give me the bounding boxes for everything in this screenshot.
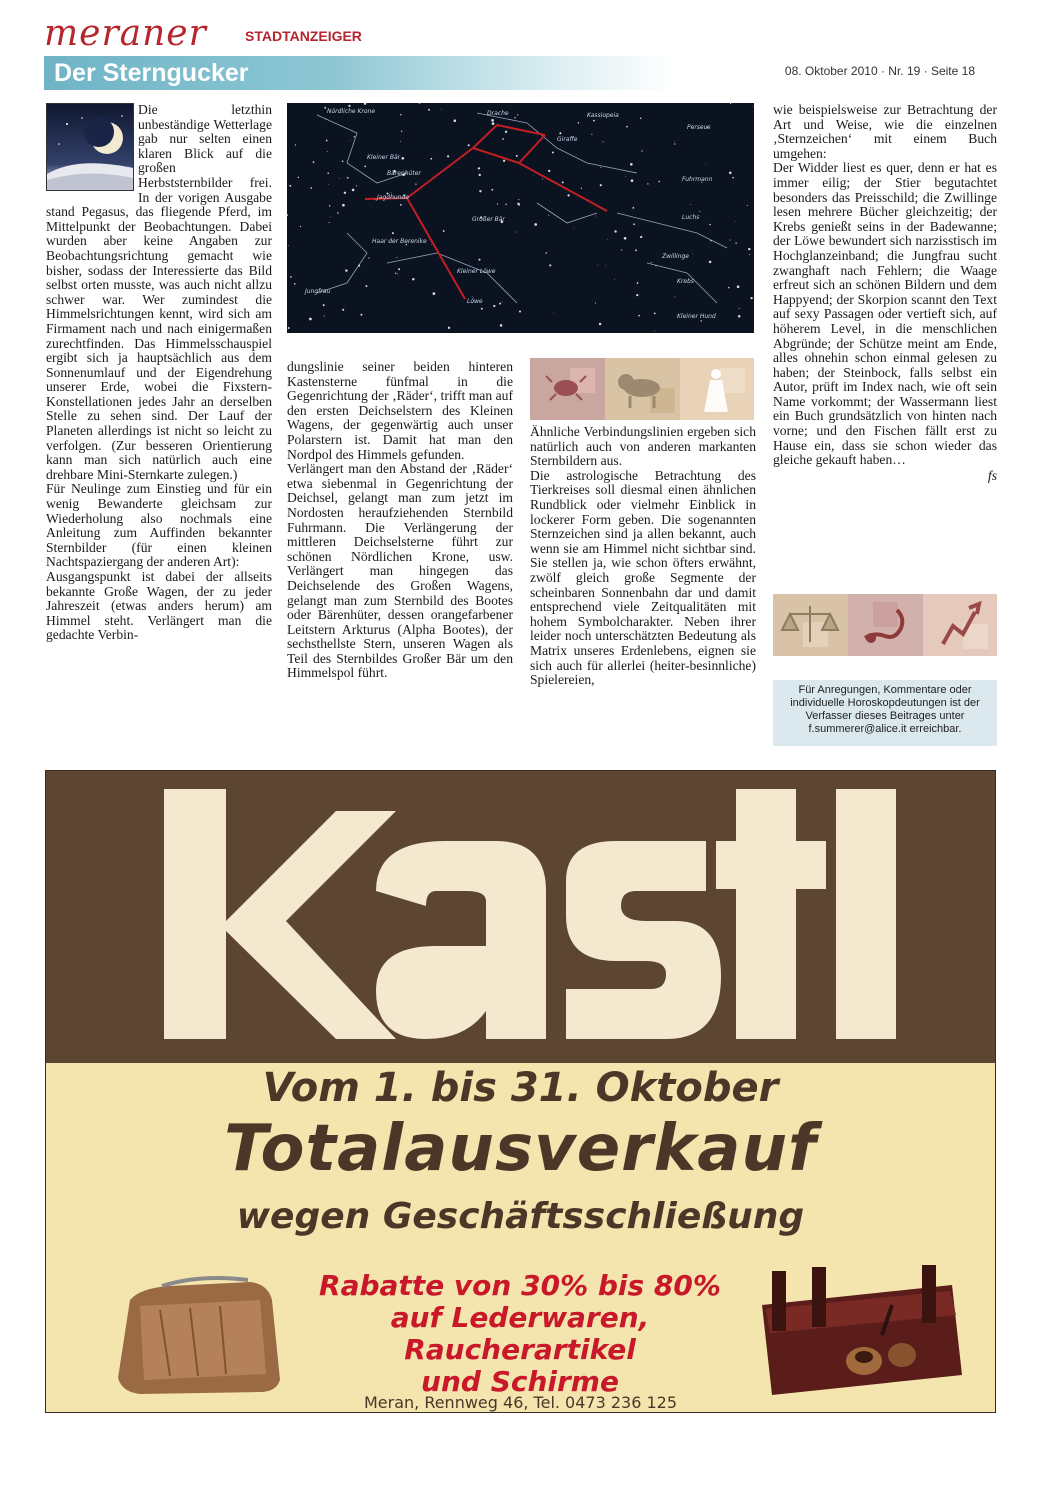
- paragraph: Für Neulinge zum Einstieg und für ein wenig Bewanderte gleichsam zur Wiederholung also nochmals eine Anleitung zum Auffinden bekannter Sternbilder (für einen kleinen Nachtspaziergang der anderen Art):: [46, 481, 272, 570]
- contact-note: Für Anregungen, Kommentare oder individuelle Horoskopdeutungen ist der Verfasser dieses Beitrages unter f.summerer@alice.it erreichbar.: [773, 680, 997, 746]
- star-dot: [329, 222, 330, 223]
- constellation-label: Kleiner Hund: [677, 313, 716, 320]
- star-dot: [295, 144, 296, 145]
- star-dot: [400, 141, 401, 142]
- star-dot: [516, 155, 518, 157]
- star-dot: [472, 296, 473, 297]
- star-dot: [514, 117, 515, 118]
- article-column-4: [773, 103, 997, 483]
- ad-logo-panel: [46, 771, 995, 1063]
- ad-discount: [290, 1270, 750, 1398]
- star-dot: [545, 252, 546, 253]
- star-dot: [348, 105, 350, 107]
- star-dot: [737, 285, 740, 288]
- zodiac-strip-crab-lion-virgin: [530, 358, 754, 420]
- star-dot: [578, 122, 579, 123]
- star-dot: [290, 276, 292, 278]
- constellation-label: Jungfrau: [305, 288, 331, 295]
- star-dot: [614, 230, 616, 232]
- star-dot: [401, 130, 402, 131]
- star-dot: [574, 227, 575, 228]
- article-column-1: [46, 103, 272, 643]
- constellation-label: Luchs: [682, 214, 700, 221]
- ad-date: Vom 1. bis 31. Oktober: [262, 1065, 779, 1111]
- ad-reason: wegen Geschäftsschließung: [236, 1196, 805, 1237]
- star-dot: [500, 324, 503, 327]
- star-dot: [581, 188, 582, 189]
- star-dot: [313, 161, 315, 163]
- star-dot: [603, 141, 604, 142]
- star-dot: [599, 323, 602, 326]
- constellation-label: Drache: [487, 110, 509, 117]
- star-dot: [607, 239, 608, 240]
- ad-discount-line: und Schirme: [421, 1365, 619, 1398]
- star-dot: [354, 136, 355, 137]
- star-dot: [289, 185, 291, 187]
- star-dot: [553, 313, 554, 314]
- star-dot: [505, 131, 507, 133]
- constellation-label: Kleiner Löwe: [457, 268, 496, 275]
- star-dot: [310, 187, 312, 189]
- star-dot: [492, 122, 495, 125]
- star-dot: [398, 268, 400, 270]
- star-dot: [342, 160, 344, 162]
- star-dot: [329, 205, 330, 206]
- star-dot: [614, 279, 615, 280]
- star-dot: [621, 249, 622, 250]
- star-dot: [518, 204, 520, 206]
- star-dot: [637, 282, 639, 284]
- star-dot: [433, 292, 436, 295]
- star-dot: [337, 212, 339, 214]
- star-dot: [700, 320, 701, 321]
- star-dot: [351, 141, 352, 142]
- star-dot: [365, 285, 367, 287]
- star-dot: [638, 315, 640, 317]
- star-dot: [478, 167, 480, 169]
- star-dot: [552, 152, 554, 154]
- star-dot: [327, 172, 329, 174]
- ad-discount-line: Rabatte von 30% bis 80%: [319, 1269, 721, 1302]
- star-dot: [323, 304, 325, 306]
- star-dot: [499, 303, 501, 305]
- star-dot: [747, 205, 748, 206]
- constellation-label: Nördliche Krone: [327, 108, 376, 115]
- star-dot: [732, 177, 734, 179]
- star-dot: [699, 211, 700, 212]
- constellation-label: Krebs: [677, 278, 695, 285]
- star-dot: [630, 163, 633, 166]
- constellation-label: Bärenhüter: [387, 170, 421, 177]
- star-dot: [401, 157, 404, 160]
- star-dot: [729, 172, 732, 175]
- article-column-3: [530, 425, 756, 688]
- star-dot: [674, 143, 675, 144]
- star-dot: [352, 189, 355, 192]
- star-dot: [345, 269, 347, 271]
- star-dot: [605, 265, 606, 266]
- star-dot: [647, 183, 648, 184]
- star-dot: [356, 185, 357, 186]
- star-dot: [651, 262, 652, 263]
- constellation-label: Perseus: [687, 124, 711, 131]
- star-dot: [454, 119, 457, 122]
- star-dot: [636, 294, 638, 296]
- star-dot: [517, 114, 518, 115]
- star-dot: [640, 118, 641, 119]
- star-dot: [344, 192, 346, 194]
- star-map-image: [287, 103, 754, 333]
- star-dot: [324, 107, 326, 109]
- author-signature: fs: [987, 467, 997, 483]
- paragraph: wie beispielsweise zur Betrachtung der Art und Weise, wie die einzelnen ‚Sternzeichen‘ mit einem Buch umgehen:: [773, 102, 997, 161]
- masthead-subtitle: STADTANZEIGER: [245, 28, 362, 44]
- star-dot: [640, 236, 642, 238]
- star-dot: [419, 103, 421, 104]
- star-dot: [505, 204, 506, 205]
- constellation-label: Großer Bär: [472, 216, 505, 223]
- star-dot: [753, 106, 754, 107]
- star-dot: [447, 155, 449, 157]
- paragraph: dungslinie seiner beiden hinteren Kastensterne fünfmal in die Gegenrichtung der ‚Räder‘, trifft man auf den ersten Deichselstern des Kleinen Wagens, der gegenwärtig auch unser Polarstern ist. Damit hat man den Nordpol des Himmels gefunden.: [287, 359, 513, 462]
- wallet-image: [100, 1270, 285, 1398]
- star-dot: [635, 249, 637, 251]
- star-dot: [624, 237, 627, 240]
- star-dot: [430, 158, 432, 160]
- star-dot: [339, 178, 340, 179]
- star-dot: [631, 179, 634, 182]
- star-dot: [633, 223, 635, 225]
- star-dot: [748, 248, 750, 250]
- constellation-label: Haar der Berenike: [372, 238, 427, 245]
- paragraph: Der Widder liest es quer, denn er hat es immer eilig; der Stier begutachtet besonders das Preisschild; die Zwillinge lesen mehrere Bücher gleichzeitig; der Krebs genießt seins in der Badewanne; der Löwe bewundert sich narzisstisch im Hochglanzeinband; die Jungfrau sucht zwanghaft nach Fehlern; die Waage erfreut sich an schönen Bildern und dem Happyend; der Skorpion scannt den Text auf sexy Passagen oder vertieft sich, auf höherem Level, in die menschlichen Abgründe; der Schütze meint am Ende, alles ohnehin schon einmal gelesen zu haben; der Steinbock, falls selbst ein Autor, prüft im Index nach, wie oft sein Name vorkommt; der Wassermann liest ein Buch grundsätzlich von hinten nach vorne; und den Fischen fällt erst zu Hause ein, dass sie schon wieder das gleiche gekauft haben…: [773, 160, 997, 468]
- constellation-label: Giraffe: [557, 136, 578, 143]
- paragraph: Verlängert man den Abstand der ‚Räder‘ etwa siebenmal in Gegenrichtung der Deichsel, gelangt man zum jetzt im Nordosten heraufziehenden Sternbild Fuhrmann. Die Verlängerung der mittleren Deichselsterne führt zur schönen Nördlichen Krone, usw. Verlängert man hingegen das Deichselende des Großen Wagens, gelangt man zum Sternbild des Bootes oder Bärenhüter, dessen orangefarbener Leitstern Arkturus (Alpha Bootes), der sechsthellste Stern, unseren Wagen als Teil des Sternbildes Großer Bär um den Himmelspol führt.: [287, 461, 513, 681]
- star-dot: [692, 253, 693, 254]
- star-dot: [396, 257, 397, 258]
- star-dot: [739, 308, 740, 309]
- constellation-label: Zwillinge: [662, 253, 689, 260]
- star-dot: [518, 199, 519, 200]
- star-dot: [658, 181, 659, 182]
- star-dot: [675, 296, 676, 297]
- star-dot: [397, 273, 398, 274]
- star-dot: [342, 204, 345, 207]
- constellation-label: Kassiopeia: [587, 112, 619, 119]
- star-dot: [441, 109, 442, 110]
- star-dot: [632, 207, 634, 209]
- star-dot: [448, 327, 450, 329]
- star-dot: [364, 103, 366, 105]
- ad-address: Meran, Rennweg 46, Tel. 0473 236 125: [363, 1393, 678, 1412]
- star-dot: [400, 204, 402, 206]
- issue-info: 08. Oktober 2010 · Nr. 19 · Seite 18: [784, 64, 975, 78]
- star-dot: [288, 245, 289, 246]
- star-dot: [600, 167, 601, 168]
- star-dot: [368, 257, 369, 258]
- star-dot: [491, 189, 493, 191]
- star-dot: [595, 216, 596, 217]
- constellation-label: Jagdhunde: [377, 194, 409, 201]
- star-dot: [443, 230, 445, 232]
- star-dot: [598, 265, 599, 266]
- star-dot: [328, 184, 329, 185]
- star-dot: [347, 177, 349, 179]
- star-dot: [750, 297, 752, 299]
- section-title: Der Sterngucker: [54, 59, 249, 87]
- star-dot: [675, 141, 676, 142]
- star-dot: [690, 204, 691, 205]
- star-dot: [519, 310, 521, 312]
- kastl-logo: [46, 771, 995, 1063]
- constellation-label: Fuhrmann: [682, 176, 713, 183]
- masthead-brand: meraner: [44, 13, 207, 54]
- star-dot: [324, 315, 325, 316]
- star-dot: [533, 175, 534, 176]
- star-dot: [559, 132, 561, 134]
- star-dot: [749, 254, 750, 255]
- star-dot: [491, 119, 494, 122]
- star-dot: [309, 318, 312, 321]
- star-dot: [392, 232, 394, 234]
- star-dot: [534, 223, 537, 226]
- star-dot: [412, 278, 414, 280]
- star-dot: [567, 194, 569, 196]
- star-dot: [654, 331, 655, 332]
- constellation-label: Kleiner Bär: [367, 154, 401, 161]
- star-dot: [478, 259, 480, 261]
- star-dot: [300, 226, 301, 227]
- star-dot: [497, 203, 498, 204]
- star-dot: [294, 283, 296, 285]
- star-dot: [542, 179, 543, 180]
- star-dot: [481, 308, 483, 310]
- star-dot: [593, 120, 595, 122]
- star-dot: [738, 315, 741, 318]
- star-dot: [360, 314, 362, 316]
- paragraph: Die astrologische Betrachtung des Tierkreises soll diesmal einen ähnlichen Rundblick oder vielmehr Einblick in lockerer Form geben. Die sogenannten Sternzeichen sind ja allen bekannt, auch wenn sie am Himmel nicht sichtbar sind. Sie stellen ja, wie schon öfters erwähnt, zwölf gleich große Segmente der scheinbaren Sonnenbahn dar und damit entsprechend viele Zeitqualitäten mit hohem Symbolcharakter. Neben ihrer leider noch unterschätzten Bedeutung als Matrix unseres Erdenlebens, eignen sie sich auch für allerlei (heiter-besinnliche) Spielereien,: [530, 467, 756, 688]
- star-dot: [503, 160, 505, 162]
- star-dot: [730, 240, 731, 241]
- article-column-2: [287, 360, 513, 681]
- star-dot: [548, 170, 550, 172]
- star-dot: [591, 134, 592, 135]
- paragraph: Ähnliche Verbindungslinien ergeben sich natürlich auch von anderen markanten Sternbildern aus.: [530, 424, 756, 469]
- star-dot: [709, 224, 711, 226]
- star-dot: [468, 144, 470, 146]
- star-dot: [400, 114, 401, 115]
- ad-discount-line: auf Lederwaren,: [390, 1301, 650, 1334]
- star-dot: [595, 302, 596, 303]
- pipe-rack-image: [752, 1265, 967, 1400]
- star-dot: [330, 216, 331, 217]
- star-dot: [728, 287, 730, 289]
- star-dot: [502, 138, 504, 140]
- star-dot: [735, 221, 736, 222]
- star-dot: [364, 166, 366, 168]
- star-dot: [625, 176, 626, 177]
- star-dot: [493, 305, 495, 307]
- star-dot: [600, 184, 602, 186]
- star-dot: [288, 327, 290, 329]
- star-dot: [562, 181, 564, 183]
- ad-headline: Totalausverkauf: [224, 1112, 817, 1186]
- constellation-label: Löwe: [467, 298, 483, 305]
- star-dot: [735, 242, 736, 243]
- star-dot: [428, 109, 430, 111]
- star-dot: [327, 151, 328, 152]
- star-dot: [626, 126, 628, 128]
- star-dot: [479, 190, 481, 192]
- ad-discount-line: Raucherartikel: [404, 1333, 636, 1366]
- star-dot: [502, 302, 503, 303]
- star-dot: [326, 140, 328, 142]
- paragraph: Ausgangspunkt ist dabei der allseits bekannte Große Wagen, der zu jeder Jahreszeit (etwas anders herum) am Himmel steht. Verlängert man die gedachte Verbin-: [46, 569, 272, 643]
- star-dot: [415, 183, 416, 184]
- star-dot: [395, 273, 396, 274]
- star-dot: [549, 264, 551, 266]
- star-dot: [497, 123, 498, 124]
- star-map-graphic: [287, 103, 754, 333]
- star-dot: [516, 232, 517, 233]
- star-dot: [342, 309, 344, 311]
- star-dot: [298, 177, 299, 178]
- paragraph: Die letzthin unbeständige Wetterlage gab nur selten einen klaren Blick auf die großen Herbststernbilder frei. In der vorigen Ausgabe stand Pegasus, das fliegende Pferd, im Mittelpunkt der Beobachtungen. Dabei wurden aber keine Angaben zur Beobachtungsrichtung gemacht wie bisher, sodass der Interessierte das Bild selbst orten musste, was auch nicht allzu schwer war. Wer zumindest die Himmelsrichtungen kennt, wird sich am Firmament nach und nach einigermaßen zurechtfinden. Das Himmelsschauspiel ergibt sich ja hauptsächlich aus dem Sonnenumlauf und der Eigendrehung unserer Erde, wobei die Fixstern-Konstellationen jedes Jahr an derselben Stelle zu sehen sind. Der Lauf der Planeten allerdings ist nicht so leicht zu verfolgen. (Zur besseren Orientierung kann man sich natürlich auch eine drehbare Mini-Sternkarte zulegen.): [46, 102, 272, 482]
- star-dot: [730, 103, 731, 104]
- star-dot: [391, 192, 392, 193]
- star-dot: [705, 163, 706, 164]
- star-dot: [654, 313, 656, 315]
- zodiac-strip-scales-scorpion-archer: [773, 594, 997, 656]
- star-dot: [479, 174, 481, 176]
- star-dot: [431, 244, 432, 245]
- star-dot: [287, 214, 288, 216]
- star-dot: [548, 215, 549, 216]
- star-dot: [709, 261, 712, 264]
- star-dot: [641, 150, 642, 151]
